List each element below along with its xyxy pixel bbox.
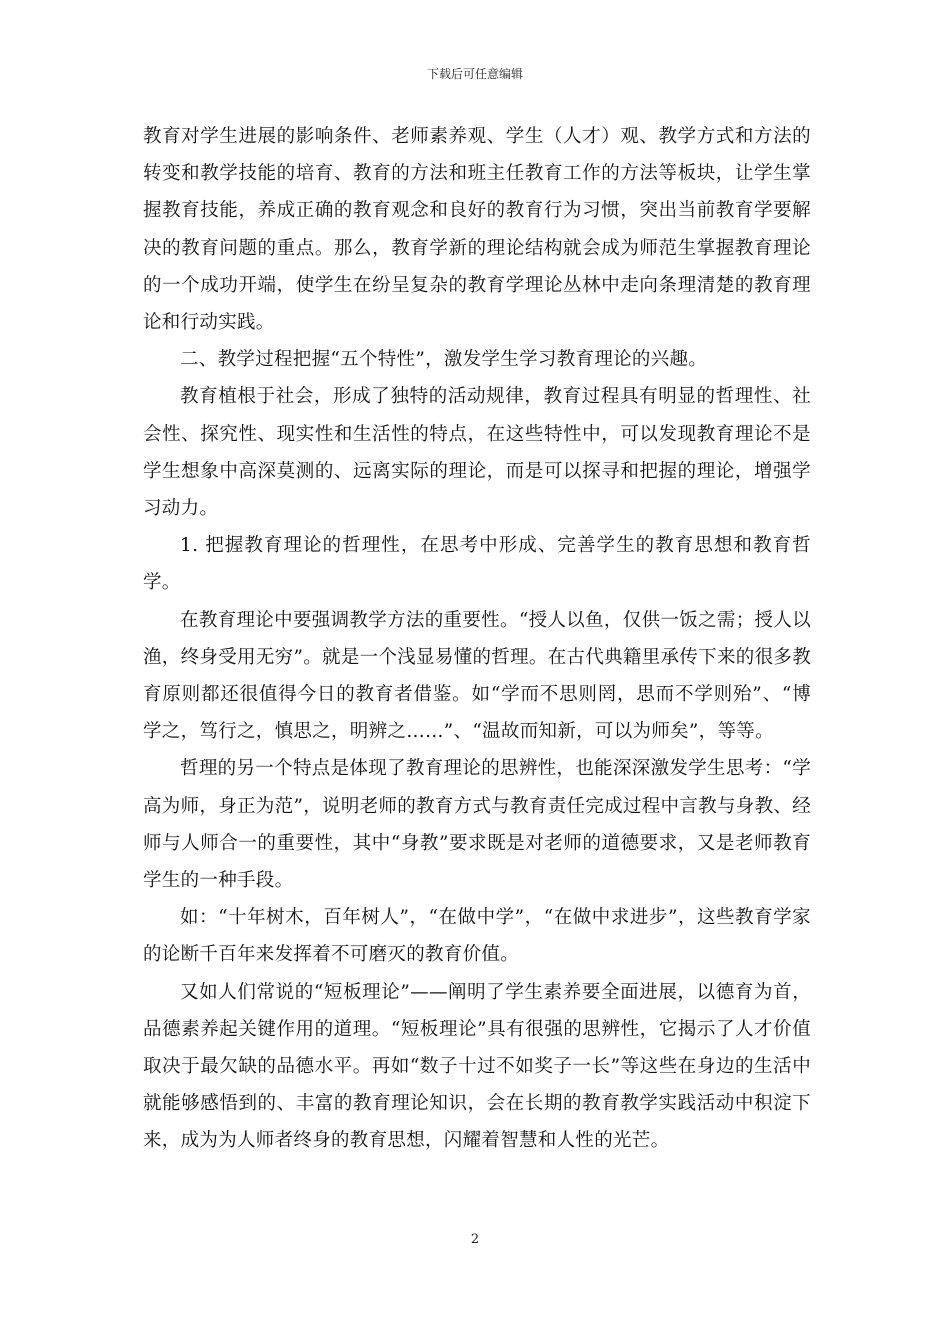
paragraph: 如：“十年树木，百年树人”，“在做中学”，“在做中求进步”，这些教育学家的论断千百年来发挥着不可磨灭的教育价值。: [143, 907, 811, 966]
page-number: 2: [470, 1232, 480, 1247]
paragraph-continuation: 教育对学生进展的影响条件、老师素养观、学生（人才）观、教学方式和方法的转变和教学技能的培育、教育的方法和班主任教育工作的方法等板块，让学生掌握教育技能，养成正确的教育观念和良好的教育行为习惯，突出当前教育学要解决的教育问题的重点。那么，教育学新的理论结构就会成为师范生掌握教育理论的一个成功开端，使学生在纷呈复杂的教育学理论丛林中走向条理清楚的教育理论和行动实践。: [143, 126, 811, 334]
page-header: 下载后可任意编辑: [426, 67, 523, 81]
paragraph: 在教育理论中要强调教学方法的重要性。“授人以鱼，仅供一饭之需；授人以渔，终身受用无穷”。就是一个浅显易懂的哲理。在古代典籍里承传下来的很多教育原则都还很值得今日的教育者借鉴。如“学而不思则罔，思而不学则殆”、“博学之，笃行之，慎思之，明辨之……”、“温故而知新，可以为师矣”，等等。: [143, 609, 811, 743]
paragraph: 又如人们常说的“短板理论”——阐明了学生素养要全面进展，以德育为首，品德素养起关键作用的道理。“短板理论”具有很强的思辨性，它揭示了人才价值取决于最欠缺的品德水平。再如“数子十过不如奖子一长”等这些在身边的生活中就能够感悟到的、丰富的教育理论知识，会在长期的教育教学实践活动中积淀下来，成为为人师者终身的教育思想，闪耀着智慧和人性的光芒。: [143, 981, 811, 1152]
section-heading: 二、教学过程把握“五个特性”，激发学生学习教育理论的兴趣。: [180, 349, 708, 371]
paragraph: 哲理的另一个特点是体现了教育理论的思辨性，也能深深激发学生思考：“学高为师，身正为范”，说明老师的教育方式与教育责任完成过程中言教与身教、经师与人师合一的重要性，其中“身教”要求既是对老师的道德要求，又是老师教育学生的一种手段。: [143, 758, 811, 892]
paragraph: 教育植根于社会，形成了独特的活动规律，教育过程具有明显的哲理性、社会性、探究性、现实性和生活性的特点，在这些特性中，可以发现教育理论不是学生想象中高深莫测的、远离实际的理论，而是可以探寻和把握的理论，增强学习动力。: [143, 386, 811, 520]
document-body: [143, 118, 811, 1160]
subsection-heading: 1. 把握教育理论的哲理性，在思考中形成、完善学生的教育思想和教育哲学。: [143, 535, 811, 594]
